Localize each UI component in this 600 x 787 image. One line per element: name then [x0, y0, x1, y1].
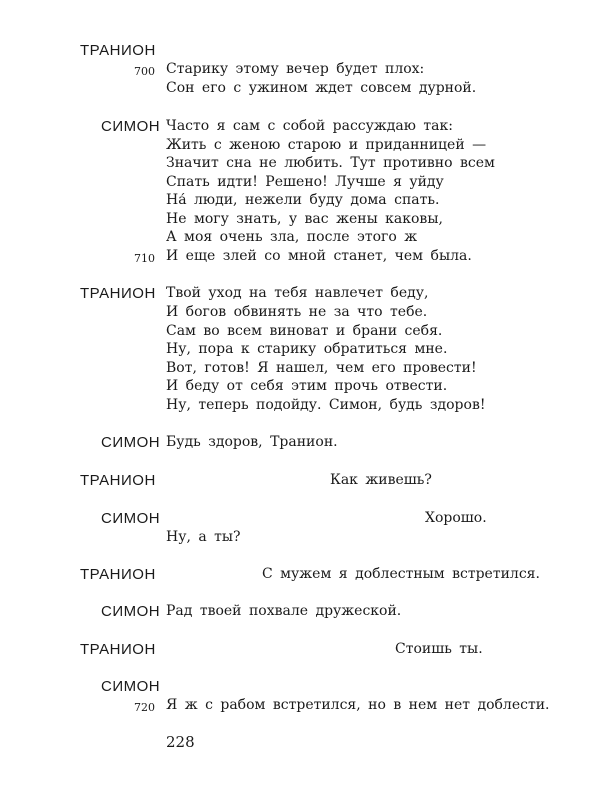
speaker-name: ТРАНИОН	[80, 42, 156, 59]
speaker-name: ТРАНИОН	[80, 285, 156, 302]
verse-line: Ну, а ты?	[166, 529, 241, 545]
verse-line: И богов обвинять не за что тебе.	[166, 304, 428, 320]
verse-line: И беду от себя этим прочь отвести.	[166, 378, 448, 394]
verse-line: Твой уход на тебя навлечет беду,	[166, 285, 429, 301]
speaker-name: СИМОН	[101, 118, 161, 135]
verse-line: А моя очень зла, после этого ж	[166, 229, 418, 245]
verse-line: Рад твоей похвале дружеской.	[166, 603, 402, 619]
verse-line: Я ж с рабом встретился, но в нем нет доблести.	[166, 697, 550, 713]
speaker-name: СИМОН	[101, 510, 161, 527]
verse-line: Будь здоров, Транион.	[166, 434, 338, 450]
speaker-name: СИМОН	[101, 678, 161, 695]
line-number: 710	[134, 252, 155, 265]
verse-line: Значит сна не любить. Тут противно всем	[166, 155, 495, 171]
speaker-name: ТРАНИОН	[80, 566, 156, 583]
verse-line: На́ люди, нежели буду дома спать.	[166, 192, 440, 208]
verse-line: Часто я сам с собой рассуждаю так:	[166, 118, 453, 134]
verse-line: Хорошо.	[425, 510, 487, 526]
verse-line: С мужем я доблестным встретился.	[262, 566, 540, 582]
verse-line: Ну, пора к старику обратиться мне.	[166, 341, 448, 357]
line-number: 700	[134, 65, 155, 78]
page-number: 228	[166, 733, 195, 751]
verse-line: Сон его с ужином ждет совсем дурной.	[166, 80, 477, 96]
verse-line: Ну, теперь подойду. Симон, будь здоров!	[166, 397, 486, 413]
speaker-name: ТРАНИОН	[80, 472, 156, 489]
speaker-name: СИМОН	[101, 603, 161, 620]
speaker-name: СИМОН	[101, 434, 161, 451]
verse-line: Стоишь ты.	[395, 641, 483, 657]
verse-line: И еще злей со мной станет, чем была.	[166, 248, 472, 264]
verse-line: Жить с женою старою и приданницей —	[166, 137, 487, 153]
verse-line: Вот, готов! Я нашел, чем его провести!	[166, 360, 477, 376]
line-number: 720	[134, 701, 155, 714]
verse-line: Старику этому вечер будет плох:	[166, 61, 425, 77]
verse-line: Не могу знать, у вас жены каковы,	[166, 211, 443, 227]
speaker-name: ТРАНИОН	[80, 641, 156, 658]
verse-line: Сам во всем виноват и брани себя.	[166, 323, 443, 339]
verse-line: Спать идти! Решено! Лучше я уйду	[166, 174, 444, 190]
verse-line: Как живешь?	[330, 472, 432, 488]
